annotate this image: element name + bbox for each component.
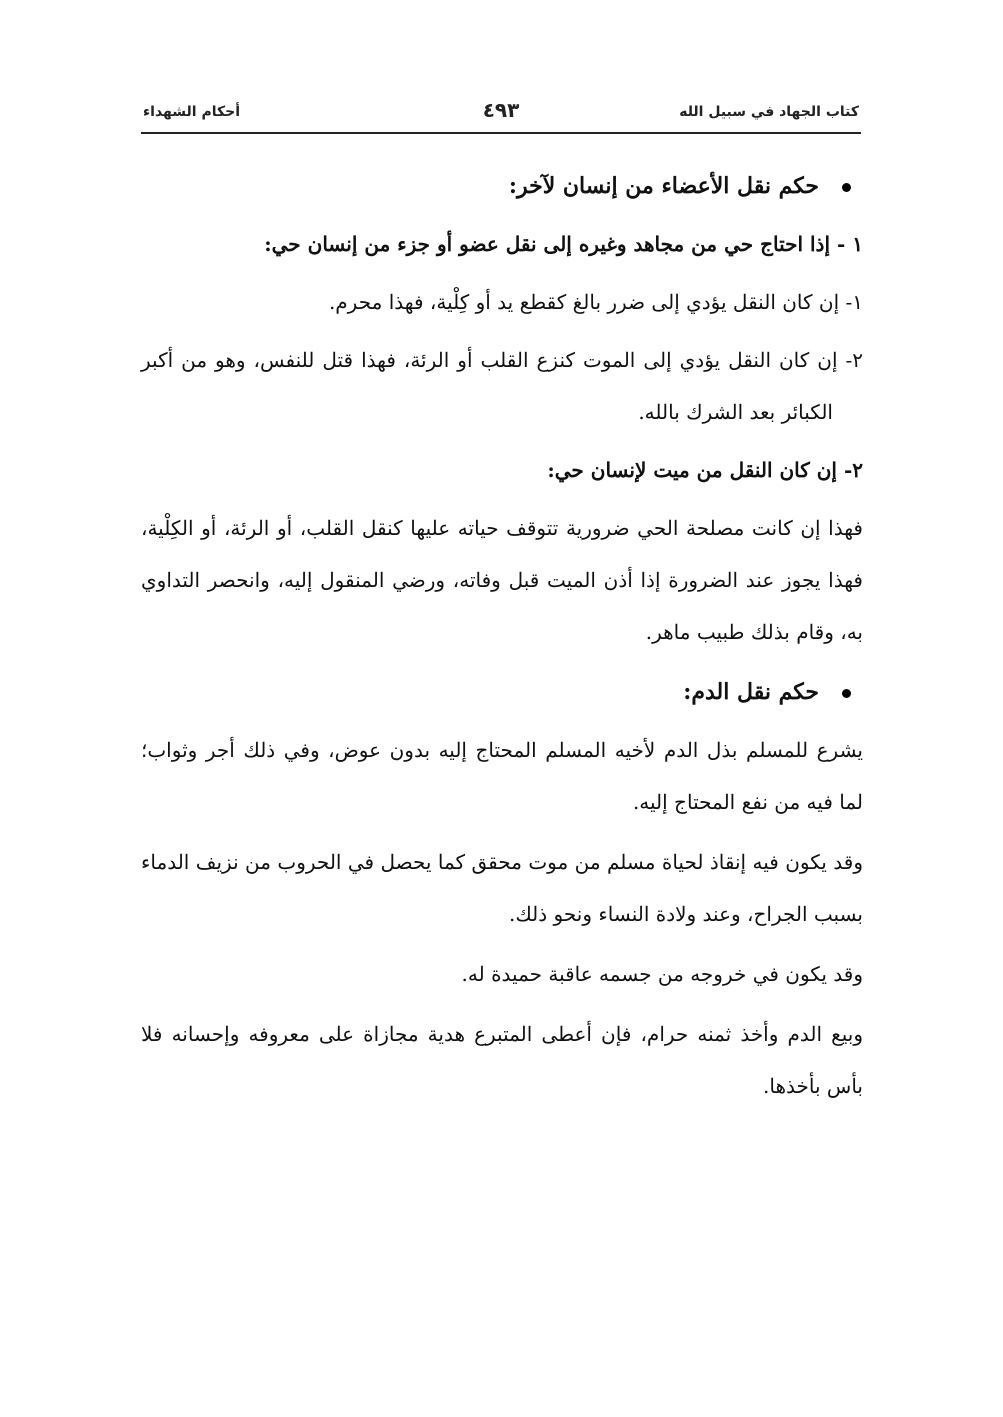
chapter-title: أحكام الشهداء — [143, 104, 241, 120]
blood-paragraph-2: وقد يكون فيه إنقاذ لحياة مسلم من موت محقق كما يحصل في الحروب من نزيف الدماء بسبب الجراح، وعند ولادة النساء ونحو ذلك. — [141, 850, 863, 926]
page-header — [141, 98, 861, 134]
section-heading-organs — [141, 160, 863, 212]
bullet-icon — [842, 689, 851, 698]
section-heading-blood-text: حكم نقل الدم: — [683, 679, 819, 705]
bullet-icon — [842, 183, 851, 192]
living-case-item-2: ٢- إن كان النقل يؤدي إلى الموت كنزع القلب أو الرئة، فهذا قتل للنفس، وهو من أكبر الكبائر بعد الشرك بالله. — [141, 348, 863, 424]
living-case-title: ١ - إذا احتاج حي من مجاهد وغيره إلى نقل عضو أو جزء من إنسان حي: — [264, 232, 863, 256]
living-case-item-1: ١- إن كان النقل يؤدي إلى ضرر بالغ كقطع يد أو كِلْية، فهذا محرم. — [328, 290, 863, 314]
dead-case-title: ٢- إن كان النقل من ميت لإنسان حي: — [547, 458, 863, 482]
book-title: كتاب الجهاد في سبيل الله — [679, 104, 859, 120]
page-body — [141, 160, 863, 1120]
page-number: ٤٩٣ — [482, 98, 520, 122]
dead-case-paragraph: فهذا إن كانت مصلحة الحي ضرورية تتوقف حياته عليها كنقل القلب، أو الرئة، أو الكِلْية، فهذا يجوز عند الضرورة إذا أذن الميت قبل وفاته، ورضي المنقول إليه، وانحصر التداوي به، وقام بذلك طبيب ماهر. — [141, 516, 863, 644]
section-heading-organs-text: حكم نقل الأعضاء من إنسان لآخر: — [508, 173, 819, 199]
section-heading-blood — [141, 666, 863, 718]
blood-paragraph-3: وقد يكون في خروجه من جسمه عاقبة حميدة له. — [461, 962, 863, 986]
blood-paragraph-1: يشرع للمسلم بذل الدم لأخيه المسلم المحتاج إليه بدون عوض، وفي ذلك أجر وثواب؛ لما فيه من نفع المحتاج إليه. — [141, 738, 863, 814]
blood-paragraph-4: وبيع الدم وأخذ ثمنه حرام، فإن أعطى المتبرع هدية مجازاة على معروفه وإحسانه فلا بأس بأخذها. — [141, 1022, 863, 1098]
